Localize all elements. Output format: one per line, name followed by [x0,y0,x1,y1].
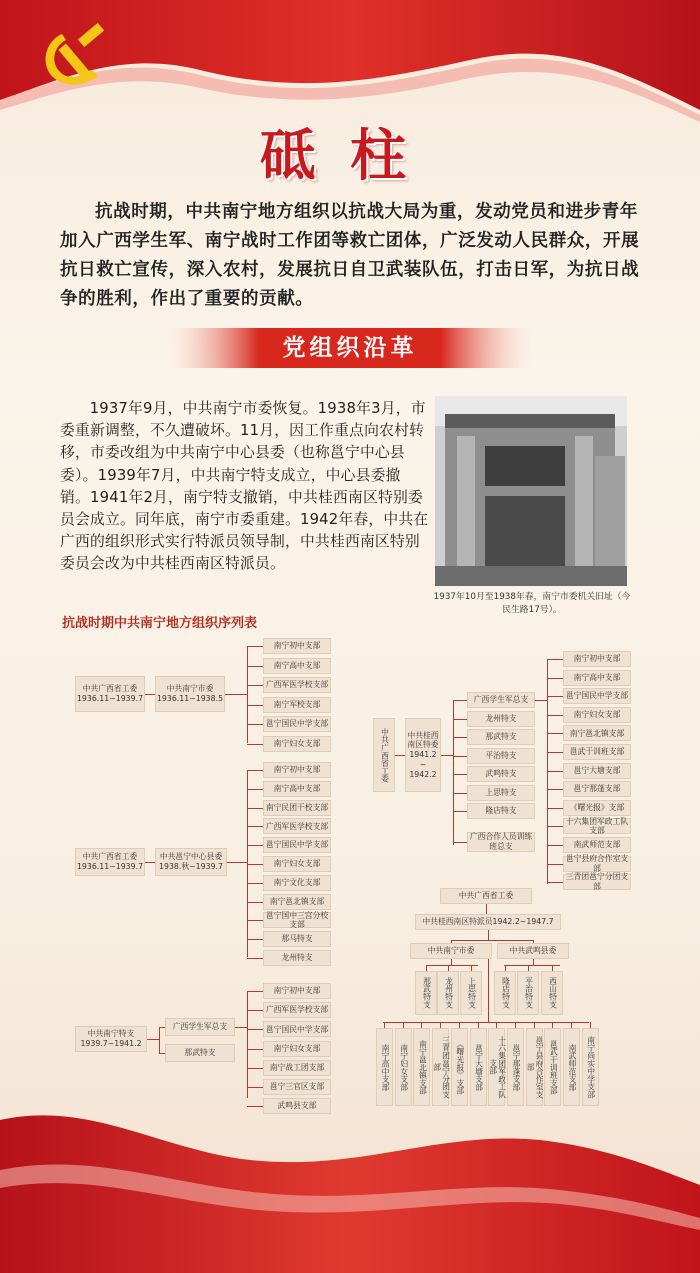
photo-caption: 1937年10月至1938年春，南宁市委机关旧址（今民生路17号）。 [433,592,631,615]
chart4-leaf: 南宁妇女支部 [563,707,631,723]
chart1-root: 中共广西省工委 1936.11~1939.7 [75,676,145,712]
chart4-leaf: 南武师范支部 [563,837,631,853]
bottom-red-ribbon [0,1090,700,1273]
connector-line [547,882,563,883]
chart5-leaf: 南宁尚实中学支部 [582,1028,599,1106]
chart5-top: 中共广西省工委 [440,888,532,904]
connector-line [547,659,563,660]
chart4-leaf: 《曙光报》支部 [563,800,631,816]
chart4-leaf: 南宁高中支部 [563,670,631,686]
chart2-leaf: 邕宁国中三宫分校支部 [263,912,331,928]
intro-paragraph: 抗战时期，中共南宁地方组织以抗战大局为重，发动党员和进步青年加入广西学生军、南宁战时工作团等救亡团体，广泛发动人民群众，开展抗日救亡宣传，深入农村，发展抗日自卫武装队伍，打击日军，为抗日战争的胜利，作出了重要的贡献。 [60,202,640,309]
connector-line [441,755,453,756]
chart2-leaf: 南宁初中支部 [263,762,331,778]
chart5-branch: 龙州特支 [437,971,459,1015]
connector-line [453,701,454,845]
connector-line [247,685,263,686]
chart2-leaf: 龙州特支 [263,950,331,966]
chart1-mid: 中共南宁市委 1936.11~1938.5 [155,676,225,712]
connector-line [488,959,489,1022]
chart5-city: 中共南宁市委 [410,943,492,959]
connector-line [247,744,263,745]
connector-line [547,826,563,827]
connector-line [453,737,467,738]
connector-line [395,755,405,756]
connector-line [453,700,467,701]
chart2-leaf: 那马特支 [263,931,331,947]
chart3-leaf: 南宁初中支部 [263,983,331,999]
chart4-leaf: 邕宁国民中学支部 [563,688,631,704]
chart5-branch: 那武特支 [415,971,437,1015]
chart4-mid: 中共桂西南区特委 1941.2 ~ 1942.2 [405,718,441,792]
connector-line [453,793,467,794]
connector-line [247,1010,263,1011]
connector-line [547,845,563,846]
connector-line [547,752,563,753]
chart4-branch: 广西合作人员训练班总支 [467,832,535,852]
connector-line [247,991,263,992]
chart3-leaf: 南宁战工团支部 [263,1060,331,1076]
chart5-leaf: 《曙光报》支部 [451,1028,468,1106]
chart3-leaf: 广西军医学校支部 [263,1002,331,1018]
chart3-leaf: 武鸣县支部 [263,1098,331,1114]
connector-line [247,724,263,725]
chart3-mid: 广西学生军总支 [165,1018,235,1036]
chart4-leaf: 邕宁县府合作室支部 [563,856,631,872]
connector-line [535,700,547,701]
connector-line [247,646,263,647]
chart3-root: 中共南宁特支 1939.7~1941.2 [75,1026,147,1052]
connector-line [247,1029,263,1030]
chart2-mid: 中共邕宁中心县委 1938.秋~1939.7 [155,848,227,876]
connector-line [247,939,263,940]
connector-line [247,883,263,884]
chart4-branch: 广西学生军总支 [467,692,535,708]
connector-line [247,864,263,865]
chart5-leaf: 十六集团军政工队支部 [488,1028,505,1106]
chart3-mid: 那武特支 [165,1044,235,1062]
chart4-leaf: 邕宁大塘支部 [563,763,631,779]
chart2-leaf: 南宁妇女支部 [263,856,331,872]
chart4-leaf: 三青团邕宁分团支部 [563,874,631,890]
chart4-branch: 武鸣特支 [467,766,535,782]
connector-line [451,940,533,941]
chart1-leaf: 南宁军校支部 [263,697,331,713]
connector-line [547,771,563,772]
chart1-leaf: 广西军医学校支部 [263,677,331,693]
chart5-branch: 西山特支 [541,971,563,1015]
chart5-leaf: 邕宁那蓬支部 [507,1028,524,1106]
org-table-title: 抗战时期中共南宁地方组织序列表 [62,616,258,631]
connector-line [147,1039,159,1040]
connector-line [247,920,263,921]
connector-line [247,958,263,959]
history-paragraph: 1937年9月，中共南宁市委恢复。1938年3月，市委重新调整，不久遭破坏。11月，因工作重点向农村转移，市委改组为中共南宁中心县委（也称邕宁中心县委）。1939年7月，中共南宁特支成立，中心县委撤销。1941年2月，南宁特支撤销，中共桂西南区特别委员会成立。同年底，南宁市委重建。1942年春，中共在广西的组织形式实行特派员领导制，中共桂西南区特别委员会改为中共桂西南区特派员。 [60,400,429,573]
connector-line [247,902,263,903]
connector-line [247,646,248,743]
connector-line [547,789,563,790]
connector-line [247,1068,263,1069]
connector-line [159,1053,165,1054]
connector-line [247,1049,263,1050]
chart1-leaf: 南宁初中支部 [263,638,331,654]
section-title: 党组织沿革 [282,335,418,361]
connector-line [453,811,467,812]
chart4-root: 中共广西省工委 [373,718,395,792]
chart2-leaf: 广西军医学校支部 [263,818,331,834]
connector-line [547,660,548,884]
chart4-leaf: 邕武干训班支部 [563,744,631,760]
chart4-branch: 上思特支 [467,785,535,801]
connector-line [247,1087,263,1088]
connector-line [547,696,563,697]
chart2-leaf: 南宁文化支部 [263,875,331,891]
connector-line [247,992,248,1098]
connector-line [247,808,263,809]
chart4-leaf: 十六集团军政工队支部 [563,818,631,834]
chart4-branch: 龙州特支 [467,711,535,727]
connector-line [247,770,263,771]
connector-line [547,808,563,809]
connector-line [247,789,263,790]
connector-line [547,864,563,865]
chart5-leaf: 邕宁县府合作室支部 [526,1028,543,1106]
connector-line [247,666,263,667]
chart5-leaf: 邕宁大塘支部 [470,1028,487,1106]
chart5-leaf: 南武师范支部 [563,1028,580,1106]
chart2-leaf: 南宁民团干校支部 [263,800,331,816]
chart5-leaf: 南宁高中支部 [376,1028,393,1106]
chart5-second: 中共桂西南区特派员1942.2~1947.7 [415,914,561,930]
connector-line [453,719,467,720]
chart5-branch: 隆店特支 [494,971,516,1015]
connector-line [453,842,467,843]
chart5-county: 中共武鸣县委 [497,943,569,959]
chart4-branch: 那武特支 [467,729,535,745]
connector-line [247,826,263,827]
chart4-branch: 隆店特支 [467,803,535,819]
connector-line [383,1022,589,1023]
chart4-branch: 平治特支 [467,748,535,764]
chart2-leaf: 南宁高中支部 [263,781,331,797]
connector-line [453,774,467,775]
chart5-branch: 平治特支 [517,971,539,1015]
chart3-leaf: 南宁妇女支部 [263,1041,331,1057]
connector-line [488,930,489,940]
chart5-leaf: 三青团邕宁分团支部 [432,1028,449,1106]
connector-line [145,862,155,863]
connector-line [159,1027,165,1028]
connector-line [159,1027,160,1053]
chart3-leaf: 邕宁三官区支部 [263,1079,331,1095]
connector-line [547,715,563,716]
chart1-leaf: 南宁高中支部 [263,658,331,674]
chart2-leaf: 南宁邕北镇支部 [263,894,331,910]
connector-line [547,733,563,734]
chart2-leaf: 邕宁国民中学支部 [263,837,331,853]
connector-line [247,845,263,846]
chart3-leaf: 邕宁国民中学支部 [263,1021,331,1037]
connector-line [547,678,563,679]
connector-line [235,1027,247,1028]
chart2-root: 中共广西省工委 1936.11~1939.7 [75,848,145,876]
chart1-leaf: 南宁妇女支部 [263,736,331,752]
connector-line [227,862,247,863]
chart5-leaf: 南宁妇女支部 [395,1028,412,1106]
connector-line [453,756,467,757]
chart1-leaf: 邕宁国民中学支部 [263,716,331,732]
chart5-leaf: 邕武干训班支部 [544,1028,561,1106]
chart4-leaf: 邕宁那蓬支部 [563,781,631,797]
chart5-leaf: 南宁邕北镇支部 [413,1028,430,1106]
page-title: 砥柱 [260,123,440,189]
chart4-leaf: 南宁邕北镇支部 [563,725,631,741]
connector-line [247,705,263,706]
chart5-branch: 上思特支 [460,971,482,1015]
chart4-leaf: 南宁初中支部 [563,651,631,667]
connector-line [225,694,247,695]
connector-line [145,694,155,695]
